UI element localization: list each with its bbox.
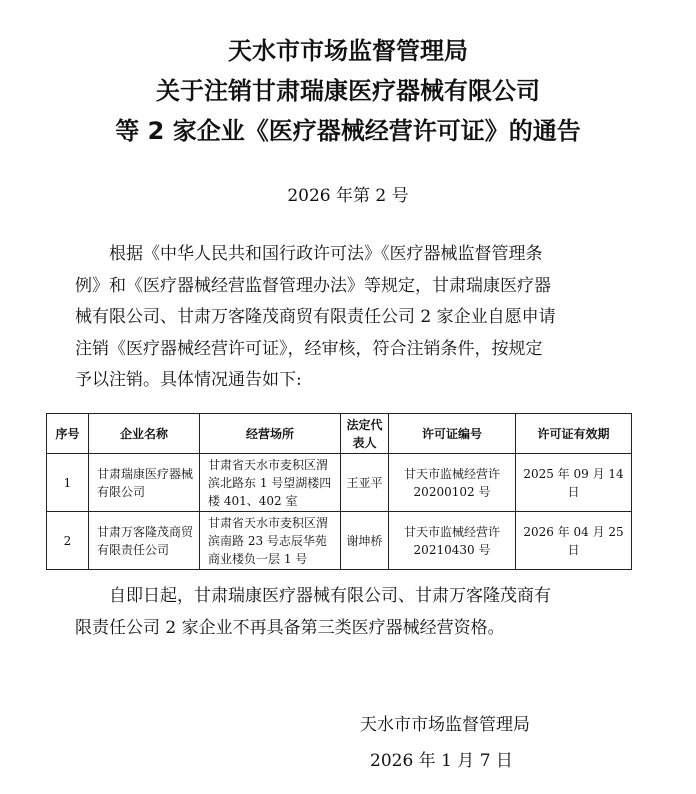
license-table [46, 413, 632, 570]
header-address: 经营场所 [200, 414, 341, 454]
paragraph-line: 例》和《医疗器械经营监督管理办法》等规定，甘肃瑞康医疗器 [75, 275, 551, 296]
header-legal-rep: 法定代表人 [341, 414, 389, 454]
table-row [47, 454, 632, 512]
cell-validity: 2026 年 04 月 25 日 [516, 512, 632, 570]
body-paragraph-2 [75, 581, 630, 644]
table-row [47, 512, 632, 570]
cell-legal-rep: 谢坤桥 [341, 512, 389, 570]
header-license-no: 许可证编号 [389, 414, 516, 454]
cell-license-no: 甘天市监械经营许 20210430 号 [389, 512, 516, 570]
cell-serial: 2 [47, 512, 89, 570]
cell-license-no: 甘天市监械经营许 20200102 号 [389, 454, 516, 512]
paragraph-line: 自即日起，甘肃瑞康医疗器械有限公司、甘肃万客隆茂商有 [109, 586, 551, 606]
cell-company: 甘肃瑞康医疗器械有限公司 [89, 454, 200, 512]
header-validity: 许可证有效期 [516, 414, 632, 454]
cell-legal-rep: 王亚平 [341, 454, 389, 512]
signature-org-text: 天水市市场监督管理局 [360, 715, 530, 735]
cell-serial: 1 [47, 454, 89, 512]
title-line-3: 等 2 家企业《医疗器械经营许可证》的通告 [115, 117, 581, 145]
header-serial: 序号 [47, 414, 89, 454]
document-number: 2026 年第 2 号 [287, 186, 409, 206]
title-line-1: 天水市市场监督管理局 [228, 37, 468, 65]
paragraph-line: 械有限公司、甘肃万客隆茂商贸有限责任公司 2 家企业自愿申请 [75, 307, 556, 327]
paragraph-line: 注销《医疗器械经营许可证》，经审核，符合注销条件，按规定 [75, 338, 543, 359]
cell-company: 甘肃万客隆茂商贸有限责任公司 [89, 512, 200, 570]
paragraph-line: 予以注销。具体情况通告如下: [75, 370, 302, 390]
table-header-row [47, 414, 632, 454]
paragraph-line: 根据《中华人民共和国行政许可法》《医疗器械监督管理条 [109, 244, 543, 264]
cell-validity: 2025 年 09 月 14 日 [516, 454, 632, 512]
cell-address: 甘肃省天水市麦积区渭滨北路东 1 号望湖楼四楼 401、402 室 [200, 454, 341, 512]
cell-address: 甘肃省天水市麦积区渭滨南路 23 号志辰华苑商业楼负一层 1 号 [200, 512, 341, 570]
title-line-2: 关于注销甘肃瑞康医疗器械有限公司 [156, 77, 540, 105]
signature-date-text: 2026 年 1 月 7 日 [370, 751, 513, 771]
header-company: 企业名称 [89, 414, 200, 454]
body-paragraph-1 [75, 239, 630, 397]
paragraph-line: 限责任公司 2 家企业不再具备第三类医疗器械经营资格。 [75, 617, 505, 638]
